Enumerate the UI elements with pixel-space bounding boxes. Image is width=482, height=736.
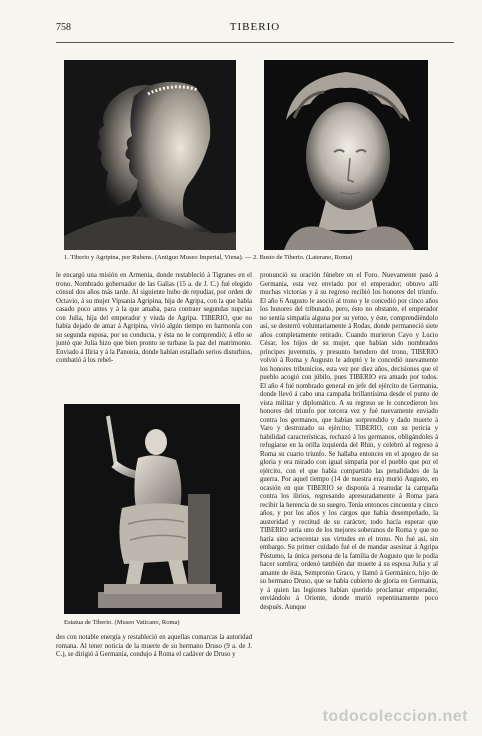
- watermark-text: todocoleccion.net: [322, 708, 468, 725]
- bust-image: [264, 60, 428, 250]
- figure-estatua-tiberio: [64, 404, 240, 614]
- figure-tiberio-agripina: [64, 60, 236, 250]
- statue-image: [64, 404, 240, 614]
- figure-caption-top: 1. Tiberio y Agripina, por Rubens. (Antiguo Museo Imperial, Viena). — 2. Busto de Tiberio. (Laterano, Roma): [64, 254, 353, 261]
- text-column-left-top: le encargó una misión en Armenia, donde restableció á Tigranes en el trono. Nombrado gobernador de las Galias (15 a. de J. C.) fué elegido cónsul dos años más tarde. Al siguiente hubo de repudiar, por orden de Octavio, á su mujer Vipsania Agripina, hija de Agripa, con la que había casado poco antes y á la que amaba, para contraer segundas nupcias con Julia, hija del emperador y viuda de Agripa. TIBERIO, que no había dejado de amar á Agripina, vivió algún tiempo en harmonía con su segunda esposa, por su conducta, y ésta no le comprendió; á ello se juntó que Julia hizo que bien pronto se turbase la paz del matrimonio. Enviado á Iliria y á la Panonia, donde habían estallado serios disturbios, combatió á los rebel-: [56, 272, 252, 364]
- text-column-right: pronunció su oración fúnebre en el Foro. Nuevamente pasó á Germania, esta vez enviado por el emperador; obtuvo allí muchas victorias y á su regreso recibió los honores del triunfo. El año 6 Augusto le asoció al trono y le concedió por cinco años los honores del tribunado, pero, ésto no obstante, el emperador no sentía simpatía alguna por su yerno, y éste, comprendiéndolo así, se desterró voluntariamente á Rodas, donde permaneció siete años completamente retirado. Cuando murieron Cayo y Lucio César, los hijos de su mujer, que habían sido nombrados príncipes juventutis, y presunto heredero del trono, TIBERIO volvió á Roma y Augusto le adoptó y le concedió nuevamente los honores tribunicios, esta vez por diez años, decisiones que el pueblo acogió con júbilo, pues TIBERIO era amado por todos. El año 4 fué nombrado general en jefe del ejército de Germania, donde llevó á cabo una campaña brillantísima desde el punto de vista militar y diplomático. A su regreso se le concedieron los honores del triunfo por tercera vez y fué nuevamente enviado contra los germanos, que habían sorprendido y dado muerte á Varo y destrozado su ejército; TIBERIO, con su pericia y habilidad características, rechazó á los germanos, obligándoles á refugiarse en la orilla izquierda del Rhin, y celebró al regreso á Roma su cuarto triunfo. Se hallaba entonces en el apogeo de su gloria y era mirado con igual simpatía por el pueblo que por el ejército, con el que había compartido las penalidades de la guerra. Por aquel tiempo (14 de nuestra era) murió Augusto, en ocasión en que TIBERIO se disponía á reanudar la campaña contra los ilirios, regresando apresuradamente á Roma para recibir la herencia de su suegro. Tenía entonces cincuenta y cinco años, y por los años y los cargos que había desempeñado, la austeridad y rectitud de su carácter, todo hacía esperar que TIBERIO sería uno de los mejores soberanos de Roma y que no haría sino acrecentar sus virtudes en el trono. No fué así, sin embargo. Su primer cuidado fué el de mandar asesinar á Agripa Póstumo, la única persona de la familia de Augusto que le podía hacer sombra; ordenó también dar muerte á su esposa Julia y al amante de ésta, Sempronio Graco, y llamó á Germánico, hijo de su hermano Druso, que se había cubierto de gloria en Germania, y á quien las legiones habían querido proclamar emperador, enviándolo á Oriente, donde murió repentinamente poco después. Aunque: [260, 272, 438, 611]
- page-header: [56, 22, 454, 40]
- figure-caption-statue: Estatua de Tiberio. (Museo Vaticano, Roma): [64, 619, 180, 626]
- page-number: 758: [56, 22, 71, 33]
- rubens-portrait-image: [64, 60, 236, 250]
- header-rule: [56, 42, 454, 43]
- text-column-left-bottom: des con notable energía y restableció en aquellas comarcas la autoridad romana. Al tener noticia de la muerte de su hermano Druso (9 a. de J. C.), se dirigió á Germania, condujo á Roma el cadáver de Druso y: [56, 634, 252, 658]
- figure-busto-tiberio: [264, 60, 428, 250]
- running-title: TIBERIO: [229, 21, 281, 33]
